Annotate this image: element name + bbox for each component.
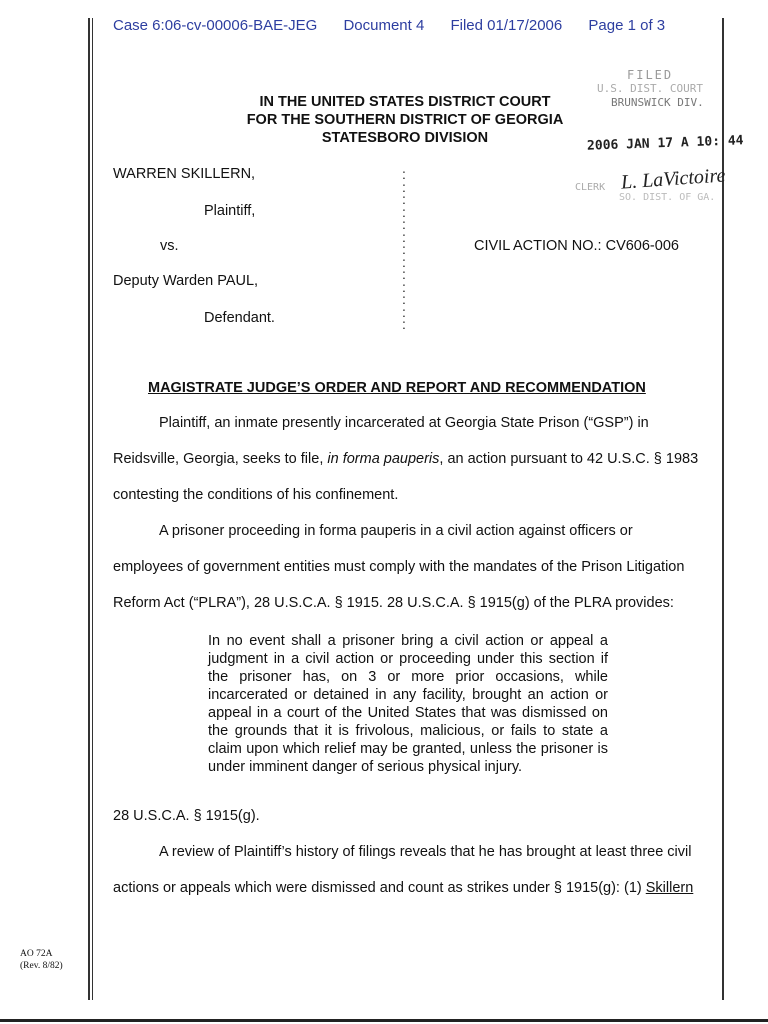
paragraph-2-line-3: Reform Act (“PLRA”), 28 U.S.C.A. § 1915. 28 U.S.C.A. § 1915(g) of the PLRA provides: [113, 595, 674, 611]
order-title: MAGISTRATE JUDGE’S ORDER AND REPORT AND RECOMMENDATION [148, 380, 646, 396]
statute-quote: In no event shall a prisoner bring a civil action or appeal a judgment in a civil action or proceeding under this section if the prisoner has, on 3 or more prior occasions, while incarcerated or detained in any facility, brought an action or appeal in a court of the United States that was dismissed on the grounds that it is frivolous, malicious, or fails to state a claim upon which relief may be granted, unless the prisoner is under imminent danger of serious physical injury. [208, 633, 608, 775]
in-forma-pauperis: in forma pauperis [327, 451, 440, 467]
clerk-signature: L. LaVictoire [620, 164, 727, 194]
paragraph-1-line-1: Plaintiff, an inmate presently incarcerated at Georgia State Prison (“GSP”) in [159, 415, 649, 431]
left-margin-rule [88, 18, 90, 1000]
stamp-district: SO. DIST. OF GA. [619, 192, 716, 203]
defendant-role: Defendant. [204, 310, 275, 326]
court-heading [200, 93, 610, 147]
stamp-filed: FILED [627, 68, 674, 82]
paragraph-1-text-b: , an action pursuant to 42 U.S.C. § 1983 [439, 451, 699, 467]
paragraph-1-line-3: contesting the conditions of his confinement. [113, 487, 399, 503]
civil-action-number: CIVIL ACTION NO.: CV606-006 [474, 238, 679, 254]
case-number: Case 6:06-cv-00006-BAE-JEG [113, 17, 318, 34]
paragraph-3-text: actions or appeals which were dismissed and count as strikes under § 1915(g): (1) [113, 880, 646, 896]
statute-citation: 28 U.S.C.A. § 1915(g). [113, 808, 260, 824]
court-line-2: FOR THE SOUTHERN DISTRICT OF GEORGIA [246, 112, 564, 128]
bottom-edge-rule [0, 1019, 768, 1022]
paragraph-2-line-1: A prisoner proceeding in forma pauperis in a civil action against officers or [159, 523, 633, 539]
court-line-1: IN THE UNITED STATES DISTRICT COURT [259, 94, 551, 110]
stamp-court: U.S. DIST. COURT [597, 82, 703, 95]
form-revision: (Rev. 8/82) [20, 961, 63, 971]
versus-label: vs. [160, 238, 179, 254]
defendant-name: Deputy Warden PAUL, [113, 273, 259, 289]
caption-separator: : : : : : : : : : : : : : [402, 166, 406, 332]
filing-stamp [575, 68, 744, 208]
page-number: Page 1 of 3 [588, 17, 666, 34]
court-line-3: STATESBORO DIVISION [321, 130, 489, 146]
paragraph-1-text-a: Reidsville, Georgia, seeks to file, [113, 451, 328, 467]
paragraph-3-line-2 [113, 870, 701, 906]
filed-date: Filed 01/17/2006 [450, 17, 563, 34]
paragraph-1-line-2 [113, 441, 701, 477]
form-number [20, 948, 63, 972]
document-number: Document 4 [343, 17, 425, 34]
form-id: AO 72A [20, 949, 53, 959]
plaintiff-name: WARREN SKILLERN, [113, 166, 256, 182]
plaintiff-role: Plaintiff, [204, 203, 256, 219]
left-margin-rule-inner [92, 18, 93, 1000]
stamp-division: BRUNSWICK DIV. [611, 96, 704, 109]
stamp-date: 2006 JAN 17 A 10: 44 [586, 133, 744, 154]
ecf-header [113, 17, 687, 34]
case-name-skillern: Skillern [645, 880, 694, 896]
paragraph-2-line-2: employees of government entities must comply with the mandates of the Prison Litigation [113, 559, 685, 575]
paragraph-3-line-1: A review of Plaintiff’s history of filings reveals that he has brought at least three civil [159, 844, 692, 860]
stamp-clerk: CLERK [575, 182, 606, 193]
